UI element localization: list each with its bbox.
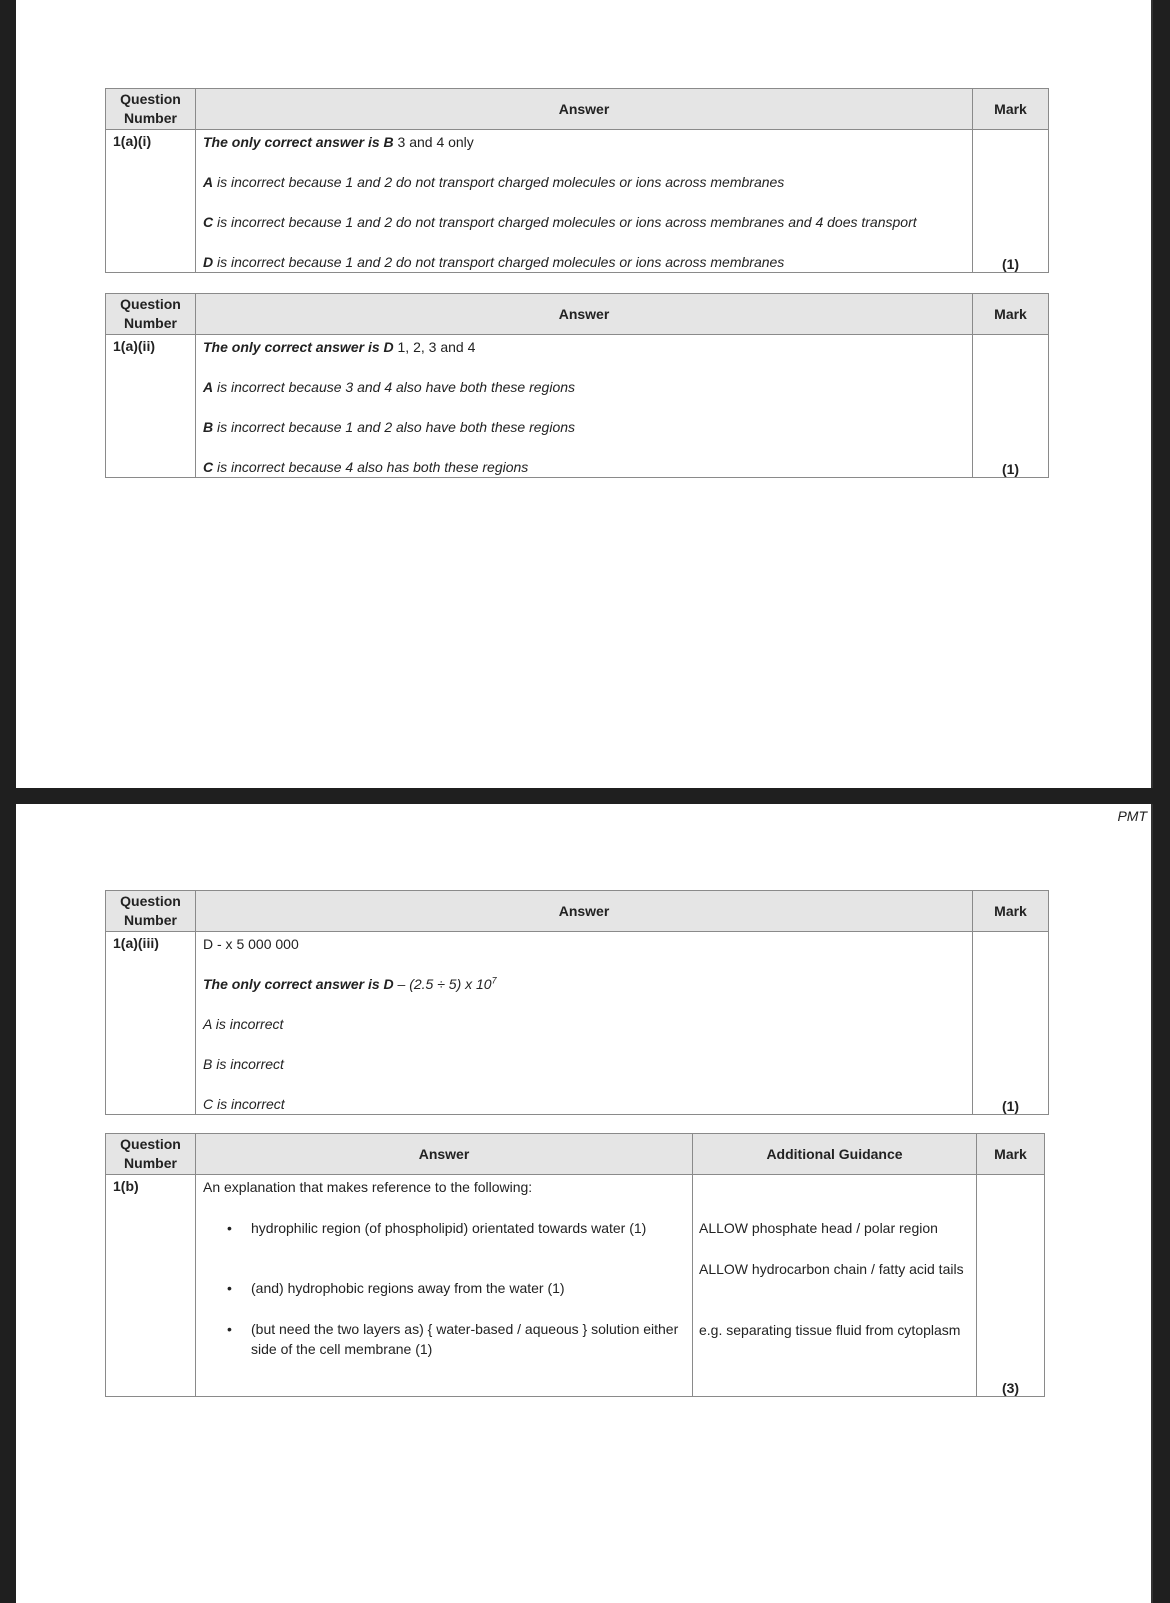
header-mark: Mark (977, 1134, 1045, 1175)
list-item: • hydrophilic region (of phospholipid) orientated towards water (1) (203, 1218, 685, 1278)
incorrect-line: C is incorrect (203, 1096, 285, 1112)
header-mark: Mark (973, 89, 1049, 130)
incorrect-line: A is incorrect because 3 and 4 also have both these regions (203, 379, 576, 395)
header-question-number: Question Number (106, 891, 196, 932)
question-number: 1(b) (106, 1175, 196, 1397)
incorrect-line: B is incorrect (203, 1056, 284, 1072)
page-2 (16, 804, 1153, 1603)
header-answer: Answer (196, 89, 973, 130)
guidance-line: e.g. separating tissue fluid from cytoplasm (699, 1322, 961, 1338)
markscheme-table-1aii (105, 293, 1049, 478)
answer-points (203, 1218, 685, 1359)
correct-answer-line: The only correct answer is B 3 and 4 only (203, 134, 474, 150)
markscheme-table-1aiii (105, 890, 1049, 1115)
incorrect-line: A is incorrect (203, 1016, 284, 1032)
question-number: 1(a)(i) (106, 130, 196, 273)
guidance-cell (693, 1175, 977, 1397)
page-edge (1151, 0, 1153, 788)
header-answer: Answer (196, 1134, 693, 1175)
answer-cell (196, 335, 973, 478)
question-number: 1(a)(ii) (106, 335, 196, 478)
header-question-number: Question Number (106, 89, 196, 130)
answer-intro: An explanation that makes reference to the following: (203, 1179, 533, 1195)
incorrect-line: C is incorrect because 1 and 2 do not transport charged molecules or ions across membranes and 4 does transport (203, 214, 917, 230)
guidance-line: ALLOW hydrocarbon chain / fatty acid tails (699, 1261, 964, 1277)
list-item: • (and) hydrophobic regions away from the water (1) (203, 1278, 685, 1319)
correct-answer-line: The only correct answer is D 1, 2, 3 and 4 (203, 339, 476, 355)
formula-line: D - x 5 000 000 (203, 936, 299, 952)
header-question-number: Question Number (106, 1134, 196, 1175)
incorrect-line: A is incorrect because 1 and 2 do not transport charged molecules or ions across membranes (203, 174, 785, 190)
answer-cell (196, 1175, 693, 1397)
incorrect-line: D is incorrect because 1 and 2 do not transport charged molecules or ions across membranes (203, 254, 785, 270)
mark-value: (1) (973, 335, 1049, 478)
answer-cell (196, 932, 973, 1115)
markscheme-table-1ai (105, 88, 1049, 273)
page-tag: PMT (1117, 808, 1147, 824)
header-answer: Answer (196, 294, 973, 335)
header-answer: Answer (196, 891, 973, 932)
guidance-line: ALLOW phosphate head / polar region (699, 1220, 938, 1236)
incorrect-line: C is incorrect because 4 also has both these regions (203, 459, 529, 475)
header-mark: Mark (973, 294, 1049, 335)
correct-answer-line: The only correct answer is D – (2.5 ÷ 5) x $10^7$ (203, 975, 497, 992)
page-1 (16, 0, 1153, 788)
page-edge (1151, 804, 1153, 1603)
mark-value: (1) (973, 932, 1049, 1115)
list-item: • (but need the two layers as) { water-based / aqueous } solution either side of the cell membrane (1) (203, 1319, 685, 1359)
question-number: 1(a)(iii) (106, 932, 196, 1115)
header-mark: Mark (973, 891, 1049, 932)
header-question-number: Question Number (106, 294, 196, 335)
markscheme-table-1b (105, 1133, 1045, 1397)
mark-value: (1) (973, 130, 1049, 273)
mark-value: (3) (977, 1175, 1045, 1397)
answer-cell (196, 130, 973, 273)
incorrect-line: B is incorrect because 1 and 2 also have both these regions (203, 419, 576, 435)
header-additional-guidance: Additional Guidance (693, 1134, 977, 1175)
